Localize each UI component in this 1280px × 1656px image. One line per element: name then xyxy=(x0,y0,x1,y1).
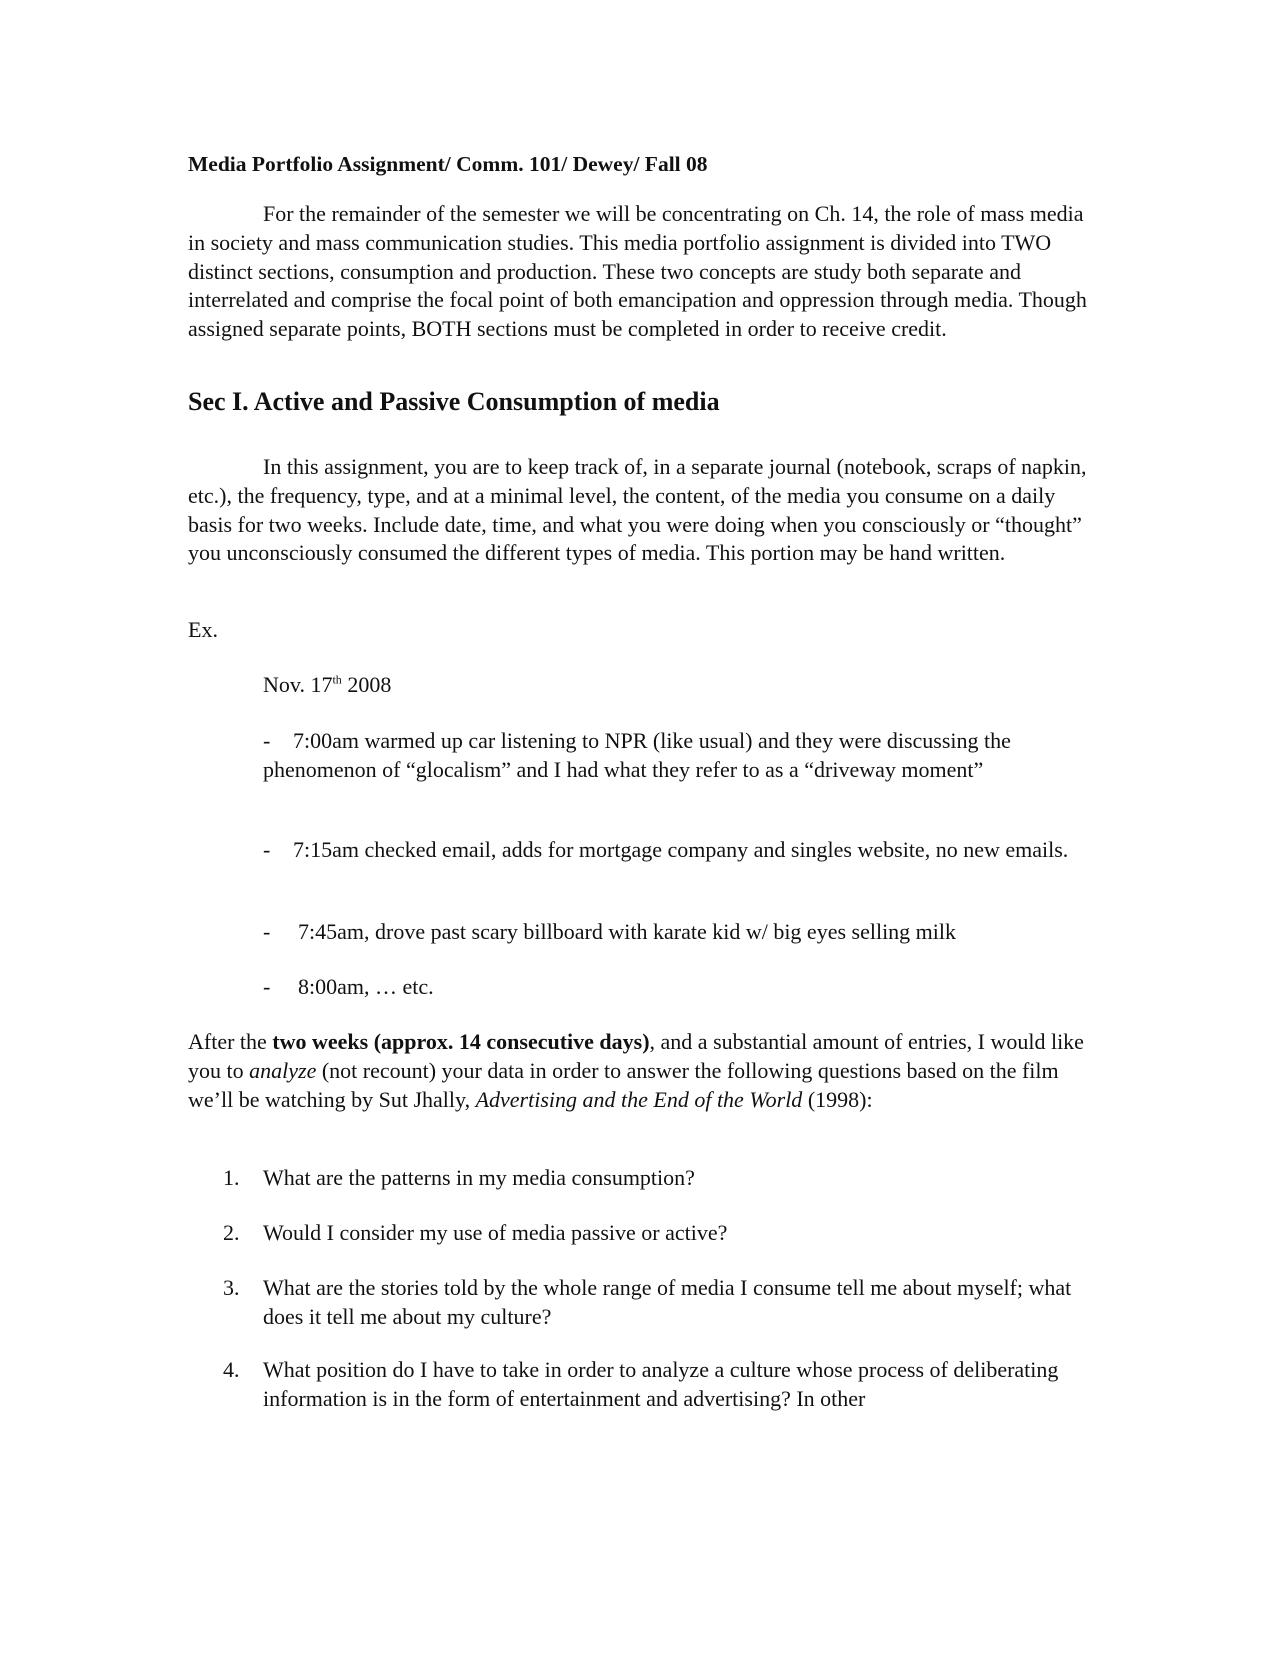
question-number: 3. xyxy=(223,1275,240,1300)
after-italic-analyze: analyze xyxy=(249,1057,317,1083)
after-text-3: (not recount) your data in order to answer the following questions based on the film we’ll be watching by Sut Jhally, xyxy=(188,1057,1059,1112)
question-number: 1. xyxy=(223,1165,240,1190)
journal-entry xyxy=(263,836,1083,865)
question-item xyxy=(188,1164,1088,1193)
question-item xyxy=(188,1219,1088,1248)
after-text-4: (1998): xyxy=(802,1086,873,1112)
example-date-prefix: Nov. 17 xyxy=(263,672,333,697)
document-title: Media Portfolio Assignment/ Comm. 101/ Dewey/ Fall 08 xyxy=(188,152,708,176)
example-date-suffix: 2008 xyxy=(341,672,392,697)
journal-entry xyxy=(263,973,1083,1002)
question-item xyxy=(188,1356,1088,1414)
film-title: Advertising and the End of the World xyxy=(475,1086,803,1112)
question-number: 4. xyxy=(223,1357,240,1382)
entry-dash: - xyxy=(263,728,271,753)
question-number: 2. xyxy=(223,1220,240,1245)
example-date-sup: th xyxy=(332,672,342,687)
question-item xyxy=(188,1274,1088,1332)
entry-text: 8:00am, … etc. xyxy=(298,974,434,999)
question-text: What are the stories told by the whole range of media I consume tell me about myself; what does it tell me about my culture? xyxy=(263,1275,1072,1329)
entry-dash: - xyxy=(263,919,271,944)
example-label: Ex. xyxy=(188,617,218,642)
intro-paragraph: For the remainder of the semester we will be concentrating on Ch. 14, the role of mass media in society and mass communication studies. This media portfolio assignment is divided into TWO distinct sections, consumption and production. These two concepts are study both separate and interrelated and comprise the focal point of both emancipation and oppression through media. Though assigned separate points, BOTH sections must be completed in order to receive credit. xyxy=(188,201,1087,342)
question-text: Would I consider my use of media passive or active? xyxy=(263,1220,728,1245)
entry-text: 7:45am, drove past scary billboard with karate kid w/ big eyes selling milk xyxy=(298,919,957,944)
after-paragraph xyxy=(188,1028,1088,1114)
question-text: What are the patterns in my media consumption? xyxy=(263,1165,695,1190)
entry-dash: - xyxy=(263,837,271,862)
example-date xyxy=(263,671,391,699)
section-heading: Sec I. Active and Passive Consumption of media xyxy=(188,387,720,416)
question-text: What position do I have to take in order to analyze a culture whose process of deliberating information is in the form of entertainment and advertising? In other xyxy=(263,1357,1059,1411)
journal-entry xyxy=(263,918,1083,947)
entry-text: 7:00am warmed up car listening to NPR (like usual) and they were discussing the phenomenon of “glocalism” and I had what they refer to as a “driveway moment” xyxy=(263,728,1011,782)
after-text-1: After the xyxy=(188,1029,273,1054)
after-text-2: , and a substantial amount of entries, I would like you to xyxy=(188,1029,1084,1083)
entry-text: 7:15am checked email, adds for mortgage company and singles website, no new emails. xyxy=(293,837,1069,862)
after-bold: two weeks (approx. 14 consecutive days) xyxy=(272,1029,650,1054)
journal-entry xyxy=(263,727,1083,785)
entry-dash: - xyxy=(263,974,271,999)
section-paragraph: In this assignment, you are to keep track of, in a separate journal (notebook, scraps of napkin, etc.), the frequency, type, and at a minimal level, the content, of the media you consume on a daily basis for two weeks. Include date, time, and what you were doing when you consciously or “thought” you unconsciously consumed the different types of media. This portion may be hand written. xyxy=(188,454,1087,566)
